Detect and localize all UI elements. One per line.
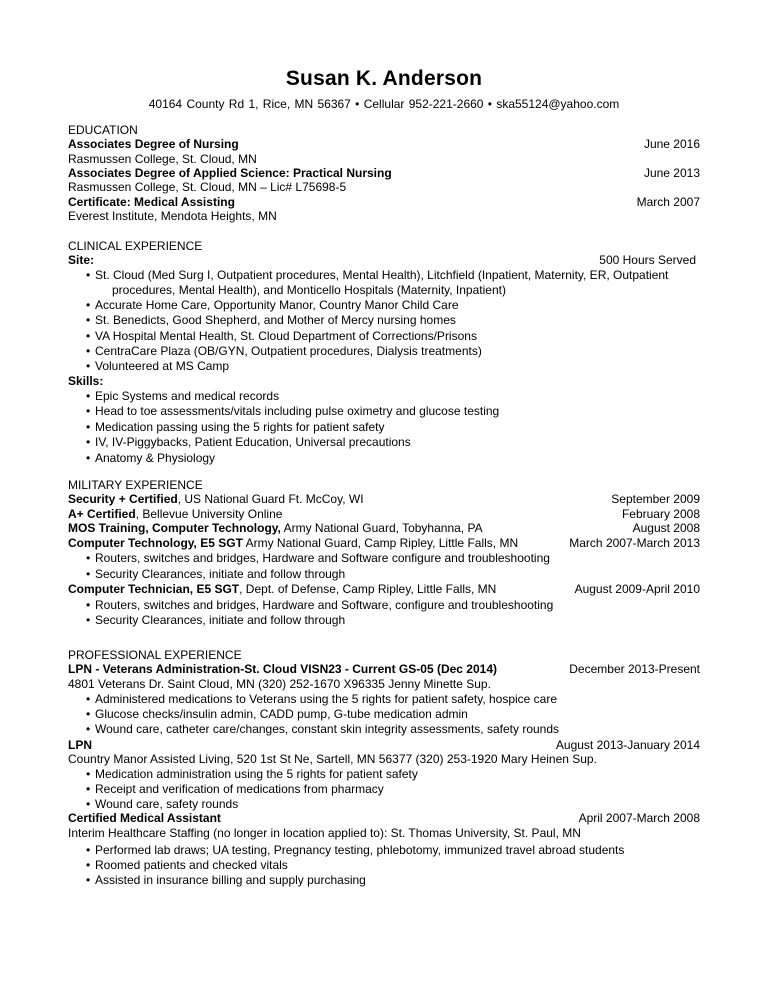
- list-item: • Routers, switches and bridges, Hardware and Software, configure and troubleshooting: [88, 598, 702, 613]
- list-item: • IV, IV-Piggybacks, Patient Education, Universal precautions: [88, 435, 702, 450]
- job-title-line: LPN August 2013-January 2014: [68, 738, 700, 752]
- list-item: • St. Cloud (Med Surg I, Outpatient procedures, Mental Health), Litchfield (Inpatient, Maternity, ER, Outpatient: [88, 268, 702, 283]
- skills-label: Skills:: [68, 374, 104, 388]
- education-title: Associates Degree of Applied Science: Practical Nursing June 2013: [68, 166, 700, 180]
- site-line: Site: 500 Hours Served: [68, 253, 696, 267]
- military-entry: A+ Certified, Bellevue University Online February 2008: [68, 507, 700, 521]
- list-item: • Head to toe assessments/vitals including pulse oximetry and glucose testing: [88, 404, 702, 419]
- contact-line: 40164 County Rd 1, Rice, MN 56367 • Cellular 952-221-2660 • ska55124@yahoo.com: [148, 97, 620, 111]
- list-item: • VA Hospital Mental Health, St. Cloud Department of Corrections/Prisons: [88, 329, 702, 344]
- list-item: • Receipt and verification of medications from pharmacy: [88, 782, 702, 797]
- candidate-name: Susan K. Anderson: [285, 67, 483, 90]
- list-item: • St. Benedicts, Good Shepherd, and Mother of Mercy nursing homes: [88, 313, 702, 328]
- military-entry: Computer Technology, E5 SGT Army National Guard, Camp Ripley, Little Falls, MN March 2007-March 2013: [68, 536, 700, 550]
- list-item: • Assisted in insurance billing and supply purchasing: [88, 873, 702, 888]
- list-item: • Performed lab draws; UA testing, Pregnancy testing, phlebotomy, immunized travel abroad students: [88, 843, 702, 858]
- professional-heading: PROFESSIONAL EXPERIENCE: [68, 648, 242, 662]
- list-item: • Roomed patients and checked vitals: [88, 858, 702, 873]
- education-title: Certificate: Medical Assisting March 2007: [68, 195, 700, 209]
- list-item: • Medication administration using the 5 rights for patient safety: [88, 767, 702, 782]
- list-item: • Epic Systems and medical records: [88, 389, 702, 404]
- military-entry: Security + Certified, US National Guard Ft. McCoy, WI September 2009: [68, 492, 700, 506]
- list-item: • Wound care, safety rounds: [88, 797, 702, 812]
- education-school: Rasmussen College, St. Cloud, MN – Lic# L75698-5: [68, 180, 347, 194]
- education-school: Everest Institute, Mendota Heights, MN: [68, 209, 277, 223]
- list-item: • Anatomy & Physiology: [88, 451, 702, 466]
- military-entry: MOS Training, Computer Technology, Army National Guard, Tobyhanna, PA August 2008: [68, 521, 700, 535]
- education-school: Rasmussen College, St. Cloud, MN: [68, 152, 257, 166]
- military-entry: Computer Technician, E5 SGT, Dept. of Defense, Camp Ripley, Little Falls, MN August 2009-April 2010: [68, 582, 700, 596]
- job-location: Interim Healthcare Staffing (no longer in location applied to): St. Thomas University, St. Paul, MN: [68, 826, 581, 840]
- job-title-line: LPN - Veterans Administration-St. Cloud VISN23 - Current GS-05 (Dec 2014) December 2013-Present: [68, 662, 700, 676]
- clinical-heading: CLINICAL EXPERIENCE: [68, 239, 203, 253]
- list-item: • Wound care, catheter care/changes, constant skin integrity assessments, safety rounds: [88, 722, 702, 737]
- list-item: • Administered medications to Veterans using the 5 rights for patient safety, hospice care: [88, 692, 702, 707]
- list-item: • Volunteered at MS Camp: [88, 359, 702, 374]
- job-location: Country Manor Assisted Living, 520 1st St Ne, Sartell, MN 56377 (320) 253-1920 Mary Heinen Sup.: [68, 752, 597, 766]
- list-item: • Medication passing using the 5 rights for patient safety: [88, 420, 702, 435]
- list-item: • Accurate Home Care, Opportunity Manor, Country Manor Child Care: [88, 298, 702, 313]
- list-item: • Security Clearances, initiate and follow through: [88, 613, 702, 628]
- list-item: • Security Clearances, initiate and follow through: [88, 567, 702, 582]
- list-item: • CentraCare Plaza (OB/GYN, Outpatient procedures, Dialysis treatments): [88, 344, 702, 359]
- education-title: Associates Degree of Nursing June 2016: [68, 137, 700, 151]
- education-heading: EDUCATION: [68, 123, 138, 137]
- military-heading: MILITARY EXPERIENCE: [68, 478, 203, 492]
- job-title-line: Certified Medical Assistant April 2007-March 2008: [68, 811, 700, 825]
- list-item-continuation: procedures, Mental Health), and Monticello Hospitals (Maternity, Inpatient): [112, 283, 506, 297]
- job-location: 4801 Veterans Dr. Saint Cloud, MN (320) 252-1670 X96335 Jenny Minette Sup.: [68, 677, 491, 691]
- list-item: • Glucose checks/insulin admin, CADD pump, G-tube medication admin: [88, 707, 702, 722]
- list-item: • Routers, switches and bridges, Hardware and Software configure and troubleshooting: [88, 551, 702, 566]
